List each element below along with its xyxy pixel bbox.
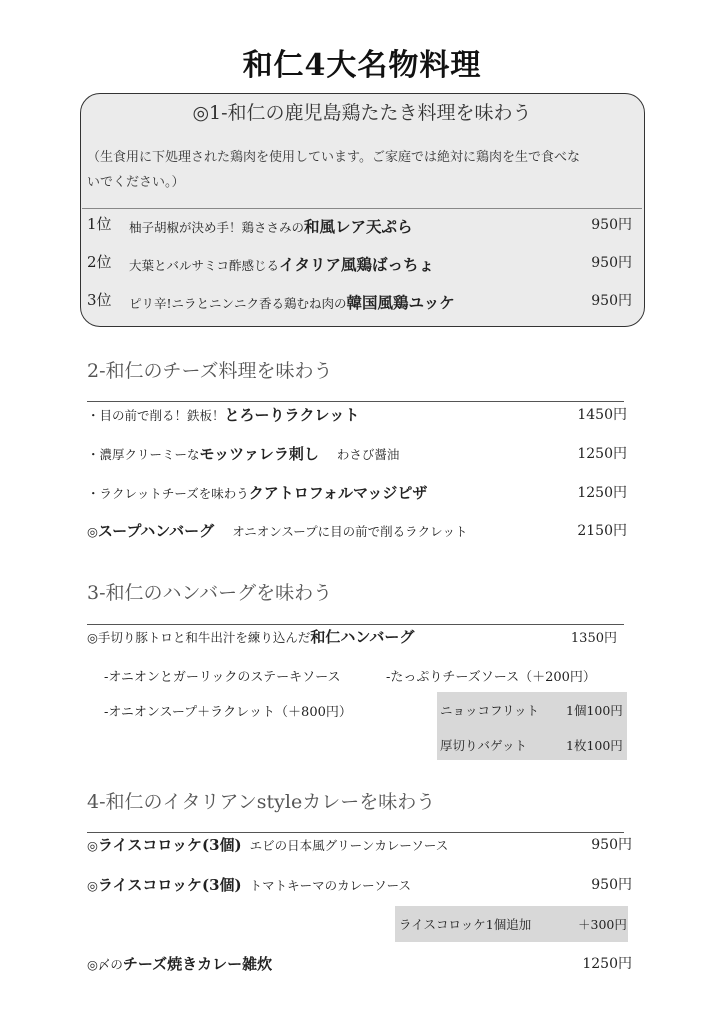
menu-item-3 bbox=[87, 289, 632, 312]
item-price: 1350円 bbox=[570, 631, 617, 646]
menu-item: ・目の前で削る！鉄板！とろーりラクレット 1450円 bbox=[87, 406, 627, 424]
rank-label: 3位 bbox=[87, 291, 112, 309]
section2-heading: 2-和仁のチーズ料理を味わう bbox=[87, 360, 333, 382]
page-title: 和仁4大名物料理 bbox=[242, 48, 482, 83]
item-desc: 大葉とバルサミコ酢感じるイタリア風鶏ばっちょ bbox=[129, 255, 435, 274]
item-price: 950円 bbox=[591, 217, 632, 233]
item-name: イタリア風鶏ばっちょ bbox=[279, 255, 435, 274]
item-name: モッツァレラ刺し bbox=[199, 445, 319, 463]
side-price: 1枚100円 bbox=[566, 738, 623, 753]
sauce-option: -たっぷりチーズソース（＋200円） bbox=[386, 670, 596, 685]
item-name: 韓国風鶏ユッケ bbox=[346, 293, 455, 312]
item-name: とろーりラクレット bbox=[224, 406, 360, 424]
rank-label: 2位 bbox=[87, 253, 112, 271]
item-price: 950円 bbox=[591, 837, 632, 853]
item-name: スープハンバーグ bbox=[97, 522, 215, 540]
item-price: 1250円 bbox=[582, 956, 632, 972]
item-name: 和仁ハンバーグ bbox=[310, 628, 415, 646]
section4-heading: 4-和仁のイタリアンstyleカレーを味わう bbox=[87, 791, 436, 813]
side-name: 厚切りバゲット bbox=[440, 738, 528, 753]
rank-label: 1位 bbox=[87, 215, 112, 233]
item-name: クアトロフォルマッジピザ bbox=[248, 484, 428, 502]
menu-item: ◎ライスコロッケ(3個) エビの日本風グリーンカレーソース 950円 bbox=[87, 836, 632, 854]
menu-item: ◎ライスコロッケ(3個) トマトキーマのカレーソース 950円 bbox=[87, 876, 632, 894]
item-price: 1250円 bbox=[577, 446, 627, 462]
item-price: 1450円 bbox=[577, 407, 627, 423]
section1-divider bbox=[82, 208, 642, 209]
item-desc: 柚子胡椒が決め手！鶏ささみの和風レア天ぷら bbox=[129, 217, 413, 236]
item-name: チーズ焼きカレー雑炊 bbox=[122, 955, 273, 973]
section4-rule bbox=[87, 832, 624, 833]
item-desc: ピリ辛!ニラとニンニク香る鶏むね肉の韓国風鶏ユッケ bbox=[129, 293, 455, 312]
note-line-2: いでください。） bbox=[87, 175, 185, 190]
menu-item: ◎手切り豚トロと和牛出汁を練り込んだ和仁ハンバーグ 1350円 bbox=[87, 628, 617, 646]
item-price: 2150円 bbox=[577, 523, 627, 539]
item-name: 和風レア天ぷら bbox=[304, 217, 413, 236]
addon-name: ライスコロッケ1個追加 bbox=[399, 917, 532, 932]
menu-item-2 bbox=[87, 251, 632, 274]
item-name: ライスコロッケ(3個) bbox=[97, 876, 242, 894]
section3-rule bbox=[87, 624, 624, 625]
section1-heading: ◎1-和仁の鹿児島鶏たたき料理を味わう bbox=[192, 102, 532, 124]
sauce-option: -オニオンスープ＋ラクレット（＋800円） bbox=[104, 705, 352, 720]
menu-item: ◎〆のチーズ焼きカレー雑炊 1250円 bbox=[87, 955, 632, 973]
item-name: ライスコロッケ(3個) bbox=[97, 836, 242, 854]
item-price: 950円 bbox=[591, 293, 632, 309]
item-price: 950円 bbox=[591, 255, 632, 271]
addon-price: ＋300円 bbox=[578, 917, 627, 932]
section1-note bbox=[87, 145, 642, 195]
note-line-1: （生食用に下処理された鶏肉を使用しています。ご家庭では絶対に鶏肉を生で食べな bbox=[87, 150, 580, 165]
item-price: 950円 bbox=[591, 877, 632, 893]
item-price: 1250円 bbox=[577, 485, 627, 501]
menu-item: ・濃厚クリーミーなモッツァレラ刺し わさび醤油 1250円 bbox=[87, 445, 627, 463]
menu-item-1 bbox=[87, 213, 632, 236]
side-name: ニョッコフリット bbox=[440, 703, 540, 718]
menu-item: ◎スープハンバーグ オニオンスープに目の前で削るラクレット 2150円 bbox=[87, 522, 627, 540]
menu-item: ・ラクレットチーズを味わうクアトロフォルマッジピザ 1250円 bbox=[87, 484, 627, 502]
side-price: 1個100円 bbox=[566, 703, 623, 718]
section3-heading: 3-和仁のハンバーグを味わう bbox=[87, 582, 333, 604]
section2-rule bbox=[87, 401, 624, 402]
sauce-option: -オニオンとガーリックのステーキソース bbox=[104, 670, 341, 685]
